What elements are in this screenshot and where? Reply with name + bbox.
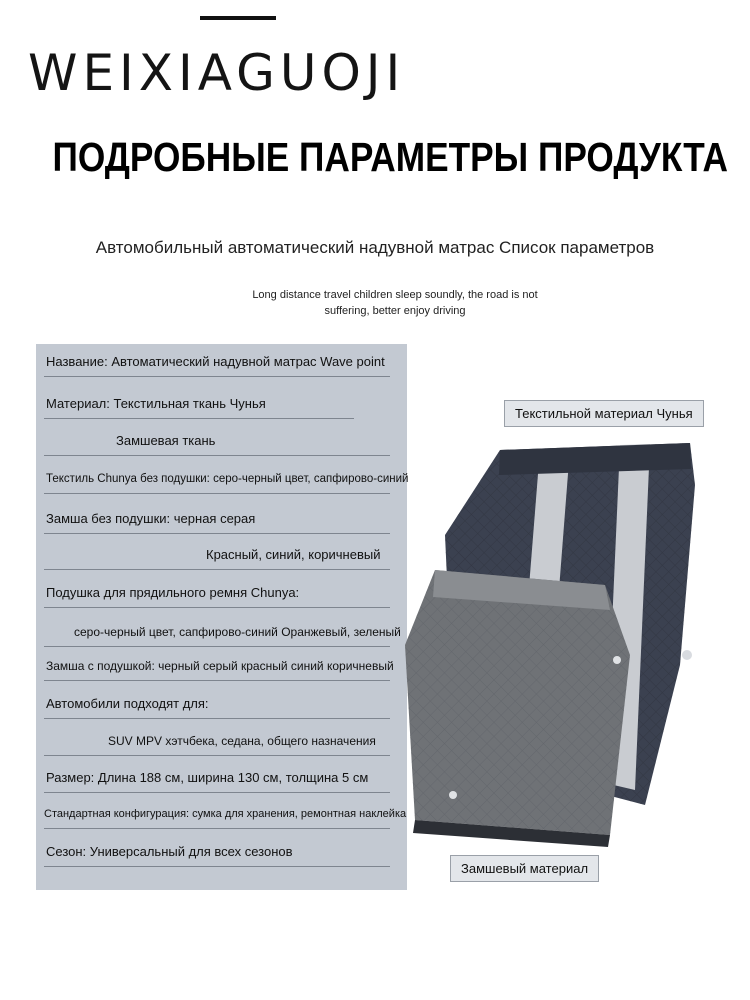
spec-suede-no-pillow: Замша без подушки: черная серая [46, 511, 256, 526]
spec-suede-pillow: Замша с подушкой: черный серый красный синий коричневый [46, 659, 394, 673]
spec-panel [36, 344, 407, 890]
textile-material-label: Текстильной материал Чунья [504, 400, 704, 427]
row-divider [44, 493, 390, 494]
spec-package: Стандартная конфигурация: сумка для хранения, ремонтная наклейка [44, 808, 407, 820]
row-divider [44, 828, 390, 829]
row-divider [44, 866, 390, 867]
row-divider [44, 376, 390, 377]
row-divider [44, 607, 390, 608]
mattress-illustration [395, 425, 735, 855]
suede-material-label: Замшевый материал [450, 855, 599, 882]
row-divider [44, 792, 390, 793]
spec-chunya-pillow: Подушка для прядильного ремня Chunya: [46, 585, 300, 600]
spec-cars: Автомобили подходят для: [46, 696, 209, 711]
row-divider [44, 755, 390, 756]
top-decor-bar [200, 16, 276, 20]
row-divider [44, 455, 390, 456]
spec-textile-no-pillow: Текстиль Chunya без подушки: серо-черный цвет, сапфирово-синий [46, 473, 409, 485]
spec-suede-colors: Красный, синий, коричневый [206, 547, 381, 562]
row-divider [44, 718, 390, 719]
row-divider [44, 680, 390, 681]
row-divider [44, 533, 390, 534]
row-divider [44, 418, 354, 419]
page-subtitle: Автомобильный автоматический надувной матрас Список параметров [95, 238, 655, 257]
row-divider [44, 646, 390, 647]
spec-name: Название: Автоматический надувной матрас Wave point [46, 354, 385, 369]
suede-mattress [405, 570, 630, 847]
spec-car-types: SUV MPV хэтчбека, седана, общего назначения [108, 734, 376, 748]
spec-chunya-pillow-colors: серо-черный цвет, сапфирово-синий Оранжевый, зеленый [74, 625, 401, 639]
brand-logo: WEIXIAGUOJI [28, 44, 406, 102]
spec-material: Материал: Текстильная ткань Чунья [46, 396, 266, 411]
tagline: Long distance travel children sleep soundly, the road is not suffering, better enjoy driving [252, 289, 538, 317]
page-title: ПОДРОБНЫЕ ПАРАМЕТРЫ ПРОДУКТА [52, 134, 729, 180]
row-divider [44, 569, 390, 570]
spec-season: Сезон: Универсальный для всех сезонов [46, 844, 293, 859]
spec-material-suede: Замшевая ткань [116, 433, 216, 448]
spec-size: Размер: Длина 188 см, ширина 130 см, толщина 5 см [46, 770, 369, 785]
